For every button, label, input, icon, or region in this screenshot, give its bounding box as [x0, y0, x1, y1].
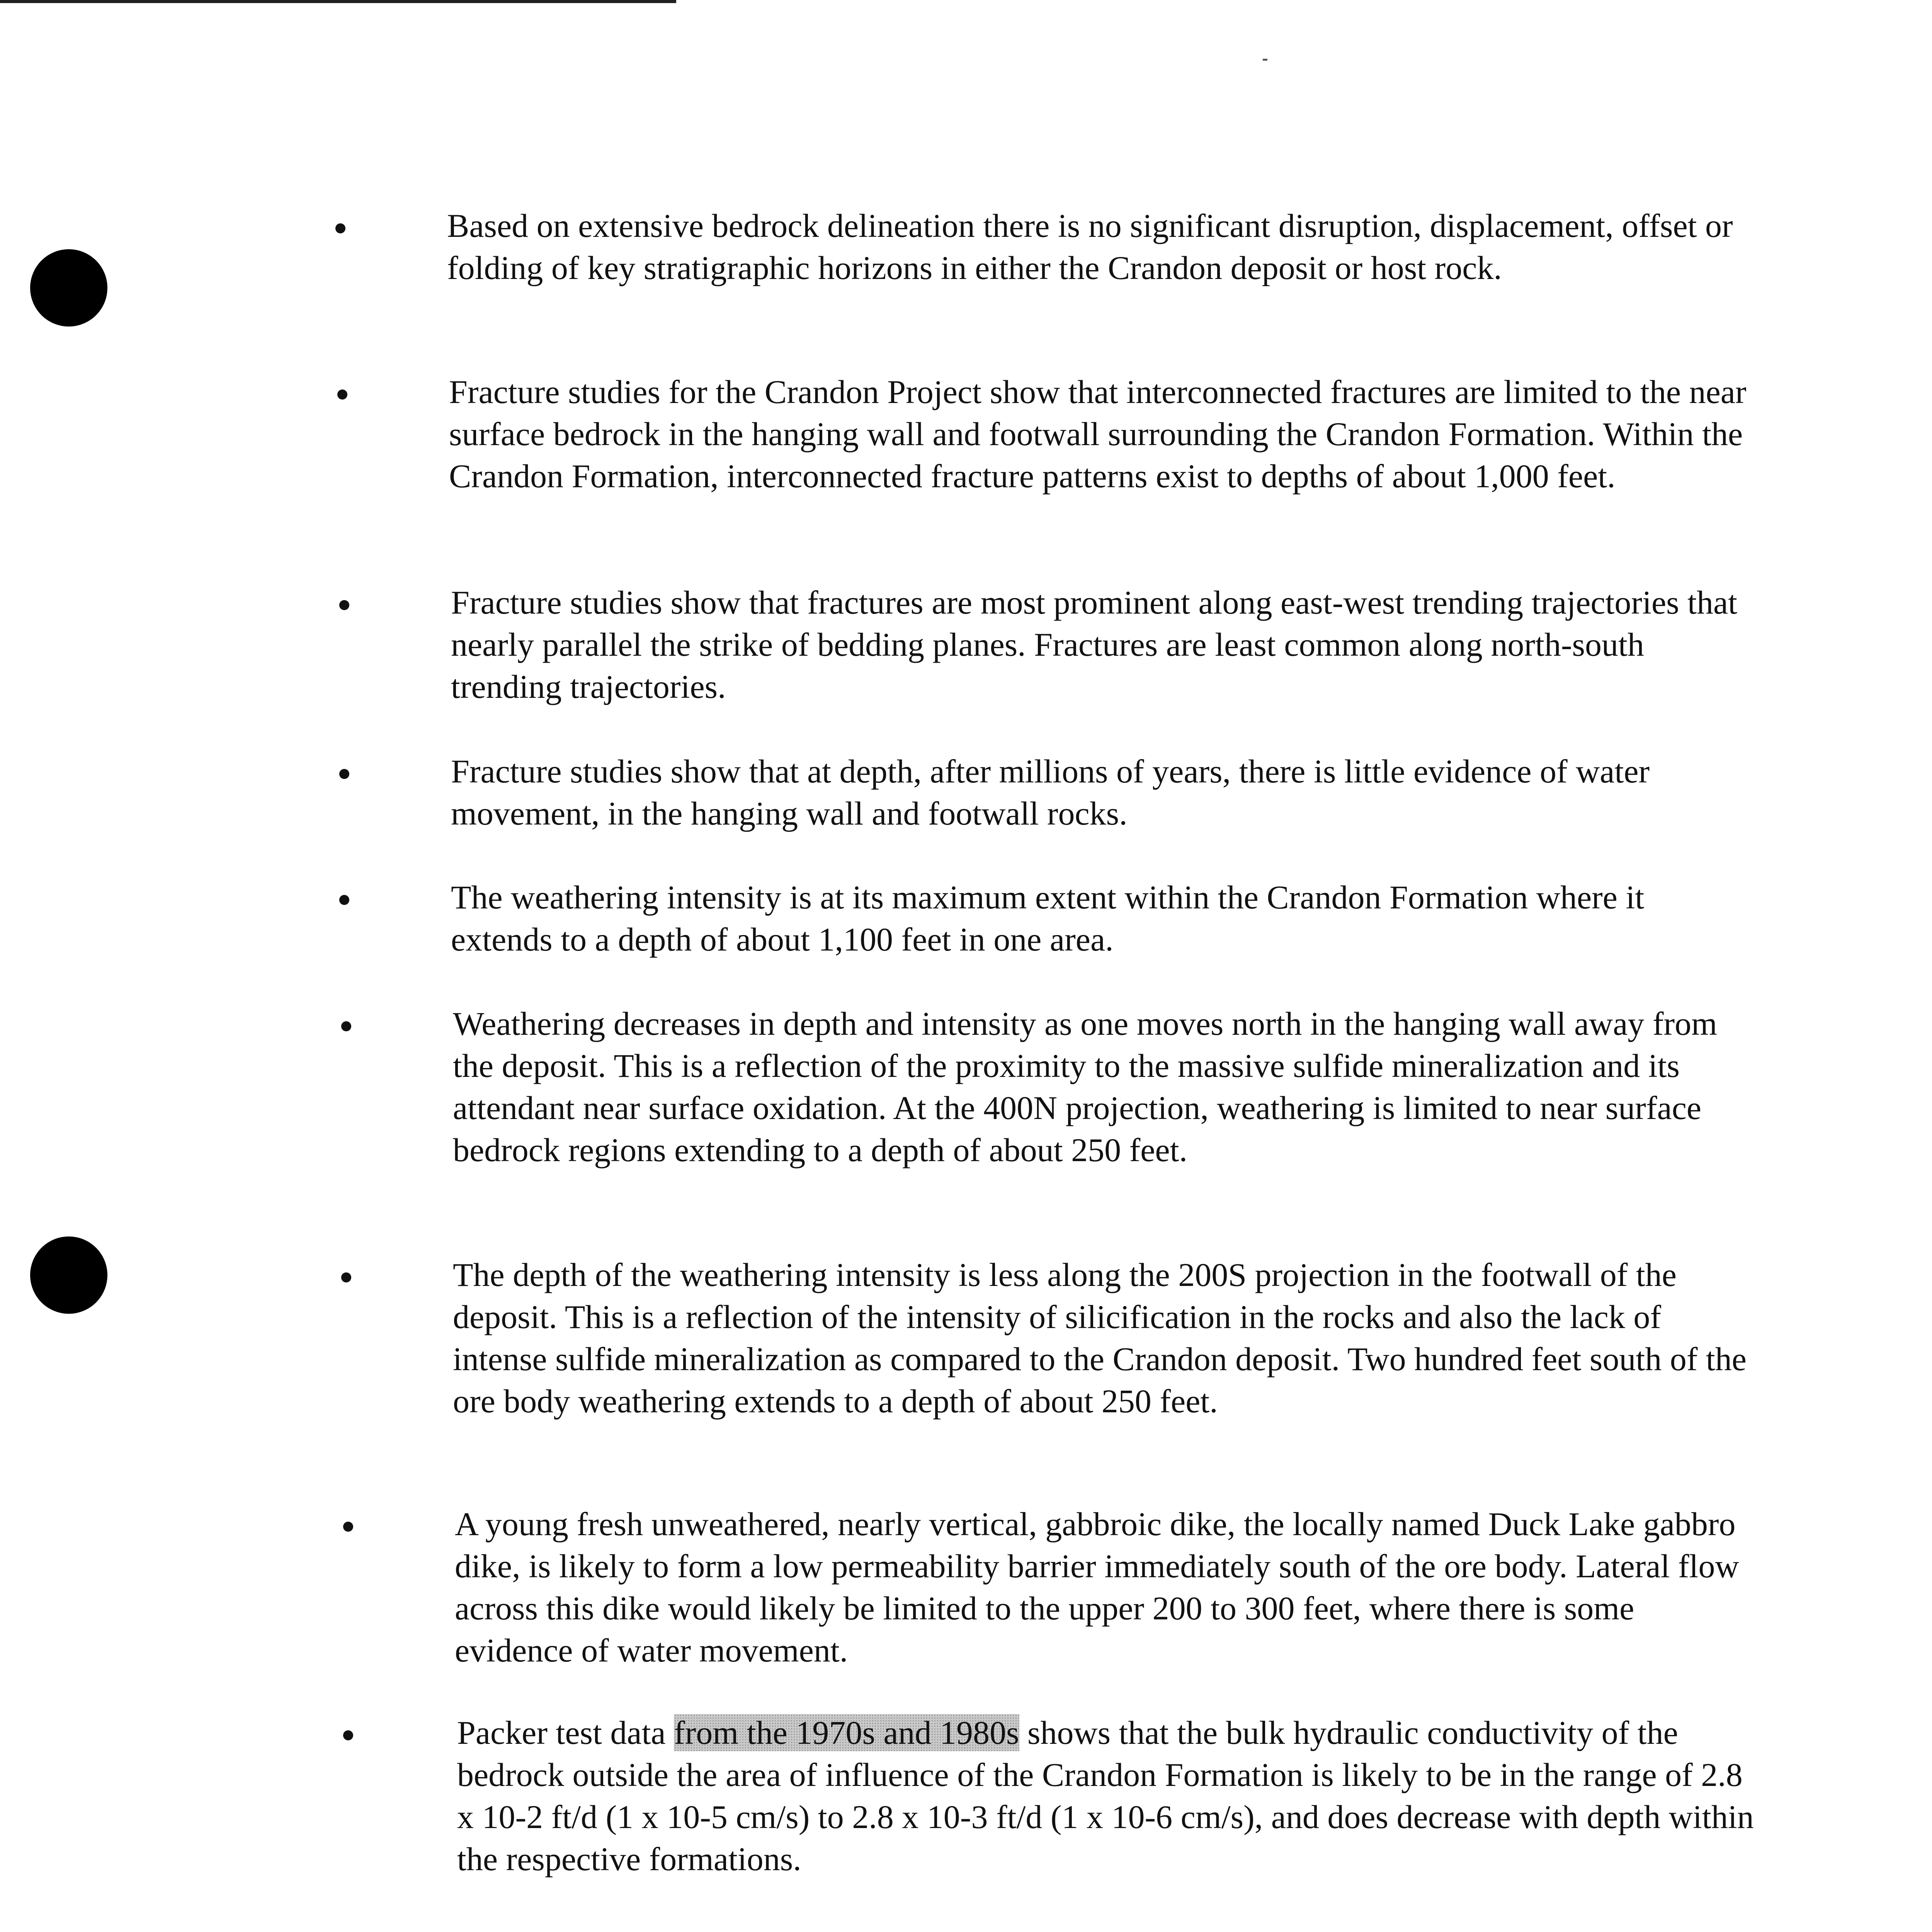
bullet-dot	[341, 1021, 351, 1031]
bullet-text: Fracture studies show that fractures are most prominent along east-west trending trajectories that nearly parallel the strike of bedding planes. Fractures are least common along north-south trending trajectories.	[451, 584, 1738, 705]
bullet-dot	[339, 895, 349, 905]
bullet-dot	[335, 223, 345, 233]
bullet-text: The weathering intensity is at its maximum extent within the Crandon Formation where it extends to a depth of about 1,100 feet in one area.	[451, 879, 1645, 958]
highlighted-phrase: from the 1970s and 1980s	[674, 1714, 1019, 1751]
bullet-text: Based on extensive bedrock delineation there is no significant disruption, displacement, offset or folding of key stratigraphic horizons in either the Crandon deposit or host rock.	[447, 207, 1733, 286]
bullet-dot	[339, 600, 349, 610]
bullet-dot	[339, 769, 349, 779]
bullet-text-start: Packer test data	[457, 1714, 674, 1751]
bullet-text: Fracture studies show that at depth, after millions of years, there is little evidence of water movement, in the hanging wall and footwall rocks.	[451, 753, 1650, 832]
bullet-text: A young fresh unweathered, nearly vertical, gabbroic dike, the locally named Duck Lake gabbro dike, is likely to form a low permeability barrier immediately south of the ore body. Lateral flow across this dike would likely be limited to the upper 200 to 300 feet, where there is some evidence of water movement.	[455, 1505, 1739, 1669]
bullet-dot	[337, 389, 347, 400]
bullet-text: Fracture studies for the Crandon Project show that interconnected fractures are limited to the near surface bedrock in the hanging wall and footwall surrounding the Crandon Formation. Within the Crandon Formation, interconnected fracture patterns exist to depths of about 1,000 feet.	[449, 373, 1747, 495]
bullet-text: Weathering decreases in depth and intensity as one moves north in the hanging wall away from the deposit. This is a reflection of the proximity to the massive sulfide mineralization and its attendant near surface oxidation. At the 400N projection, weathering is limited to near surface bedrock regions extending to a depth of about 250 feet.	[453, 1005, 1718, 1168]
bullet-text: The depth of the weathering intensity is less along the 200S projection in the footwall of the deposit. This is a reflection of the intensity of silicification in the rocks and also the lack of intense sulfide mineralization as compared to the Crandon deposit. Two hundred feet south of the ore body weathering extends to a depth of about 250 feet.	[453, 1256, 1747, 1420]
bullet-dot	[343, 1730, 353, 1740]
bullet-dot	[343, 1522, 353, 1532]
bullet-text-end: shows that the bulk hydraulic conductivity of the bedrock outside the area of influence of the Crandon Formation is likely to be in the range of 2.8 x 10-2 ft/d (1 x 10-5 cm/s) to 2.8 x 10-3 ft/d (1 x 10-6 cm/s), and does decrease with depth within the respective formations.	[457, 1714, 1754, 1878]
bullet-dot	[341, 1272, 351, 1282]
bullet-text	[457, 1712, 1755, 1880]
